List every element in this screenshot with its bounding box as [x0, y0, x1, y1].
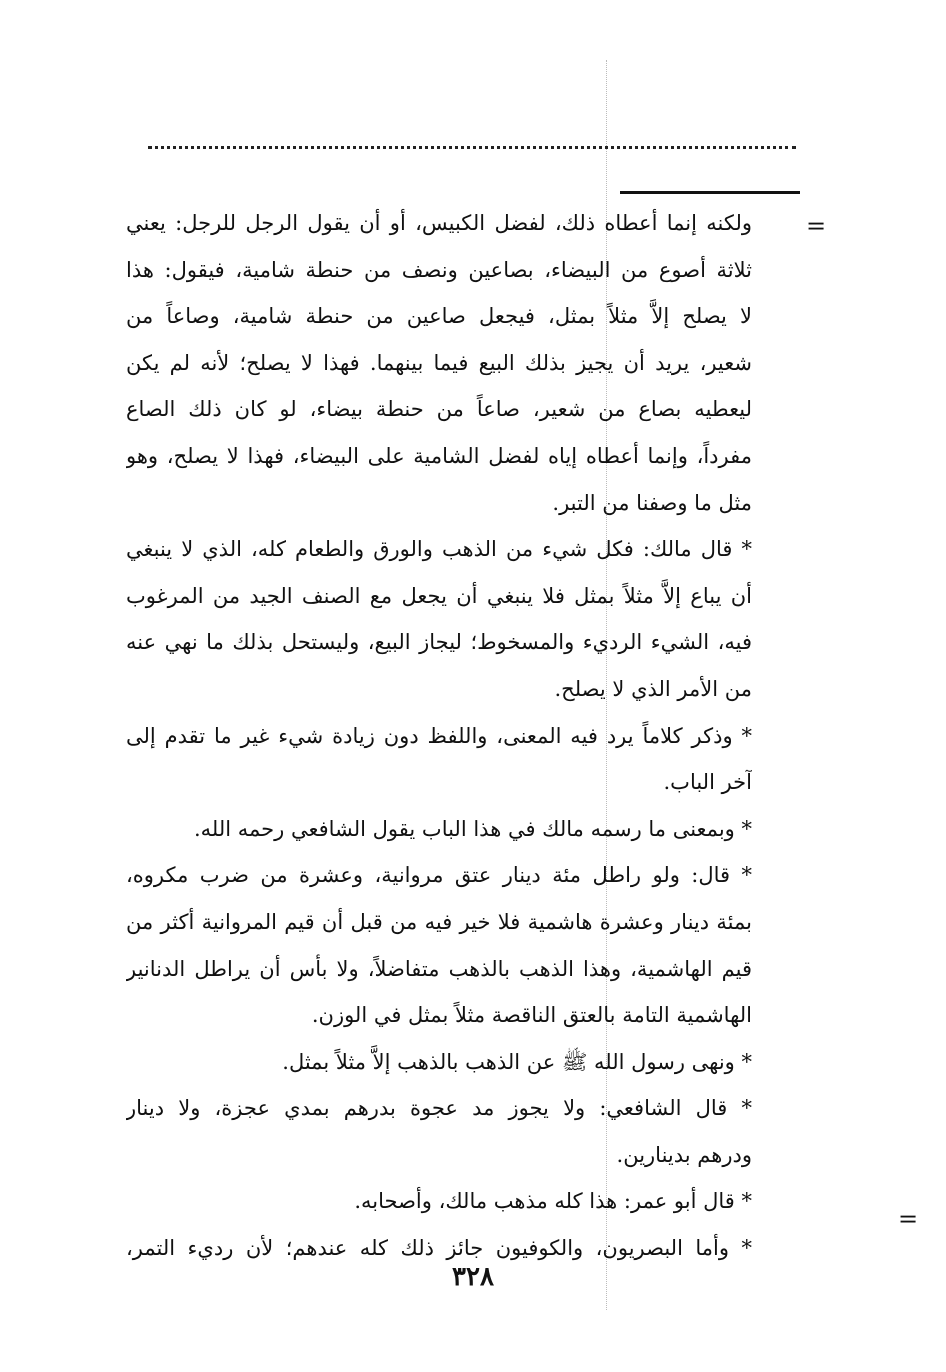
page-number: ٣٢٨ — [452, 1262, 494, 1292]
text-line: * وذكر كلاماً يرد فيه المعنى، واللفظ دون زيادة شيء غير ما تقدم إلى — [126, 723, 752, 748]
dotted-separator — [148, 146, 796, 149]
text-line: من الأمر الذي لا يصلح. — [554, 676, 752, 701]
text-line: لا يصلح إلاَّ مثلاً بمثل، فيجعل صاعين من حنطة شامية، وصاعاً من — [126, 304, 752, 329]
text-line: آخر الباب. — [663, 770, 752, 795]
text-line: ليعطيه بصاع من شعير، صاعاً من حنطة بيضاء، لو كان ذلك الصاع — [126, 397, 752, 422]
text-line: الهاشمية التامة بالعتق الناقصة مثلاً بمثل في الوزن. — [311, 1003, 752, 1028]
continuation-mark-bottom: = — [898, 1205, 919, 1233]
text-line: * قال: ولو راطل مئة دينار عتق مروانية، وعشرة من ضرب مكروه، — [126, 863, 752, 888]
text-line: أن يباع إلاَّ مثلاً بمثل فلا ينبغي أن يجعل مع الصنف الجيد من المرغوب — [126, 583, 752, 608]
text-line: * وأما البصريون، والكوفيون جائز ذلك كله عندهم؛ لأن رديء التمر، — [126, 1236, 752, 1261]
text-line: شعير، يريد أن يجيز بذلك البيع فيما بينهما. فهذا لا يصلح؛ لأنه لم يكن — [126, 350, 752, 375]
text-line: مثل ما وصفنا من التبر. — [552, 490, 752, 515]
text-line: * ونهى رسول الله ﷺ عن الذهب بالذهب إلاَّ مثلاً بمثل. — [282, 1049, 752, 1074]
footnote-rule — [620, 191, 800, 194]
text-line: بمئة دينار وعشرة هاشمية فلا خير فيه من قبل أن قيم المروانية أكثر من — [126, 909, 752, 934]
text-line: مفرداً، وإنما أعطاه إياه لفضل الشامية على البيضاء، فهذا لا يصلح، وهو — [126, 443, 752, 468]
text-line: ولكنه إنما أعطاه ذلك، لفضل الكبيس، أو أن يقول الرجل للرجل: يعني — [126, 211, 752, 235]
text-line: قيم الهاشمية، وهذا الذهب بالذهب متفاضلاً، ولا بأس أن يراطل الدنانير — [126, 956, 752, 981]
text-line: ثلاثة أصوع من البيضاء، بصاعين ونصف من حنطة شامية، فيقول: هذا — [126, 257, 752, 282]
body-text — [126, 200, 752, 1272]
text-line: * وبمعنى ما رسمه مالك في هذا الباب يقول الشافعي رحمه الله. — [193, 816, 752, 841]
text-line: ودرهم بدينارين. — [616, 1142, 752, 1167]
text-line: فيه، الشيء الرديء والمسخوط؛ ليجاز البيع، وليستحل بذلك ما نهي عنه — [126, 630, 752, 655]
continuation-mark-top: = — [806, 212, 827, 240]
text-line: * قال الشافعي: ولا يجوز مد عجوة بدرهم بمدي عجزة، ولا دينار — [126, 1096, 752, 1121]
text-line: * قال أبو عمر: هذا كله مذهب مالك، وأصحابه. — [354, 1189, 752, 1214]
text-line: * قال مالك: فكل شيء من الذهب والورق والطعام كله، الذي لا ينبغي — [126, 537, 752, 562]
